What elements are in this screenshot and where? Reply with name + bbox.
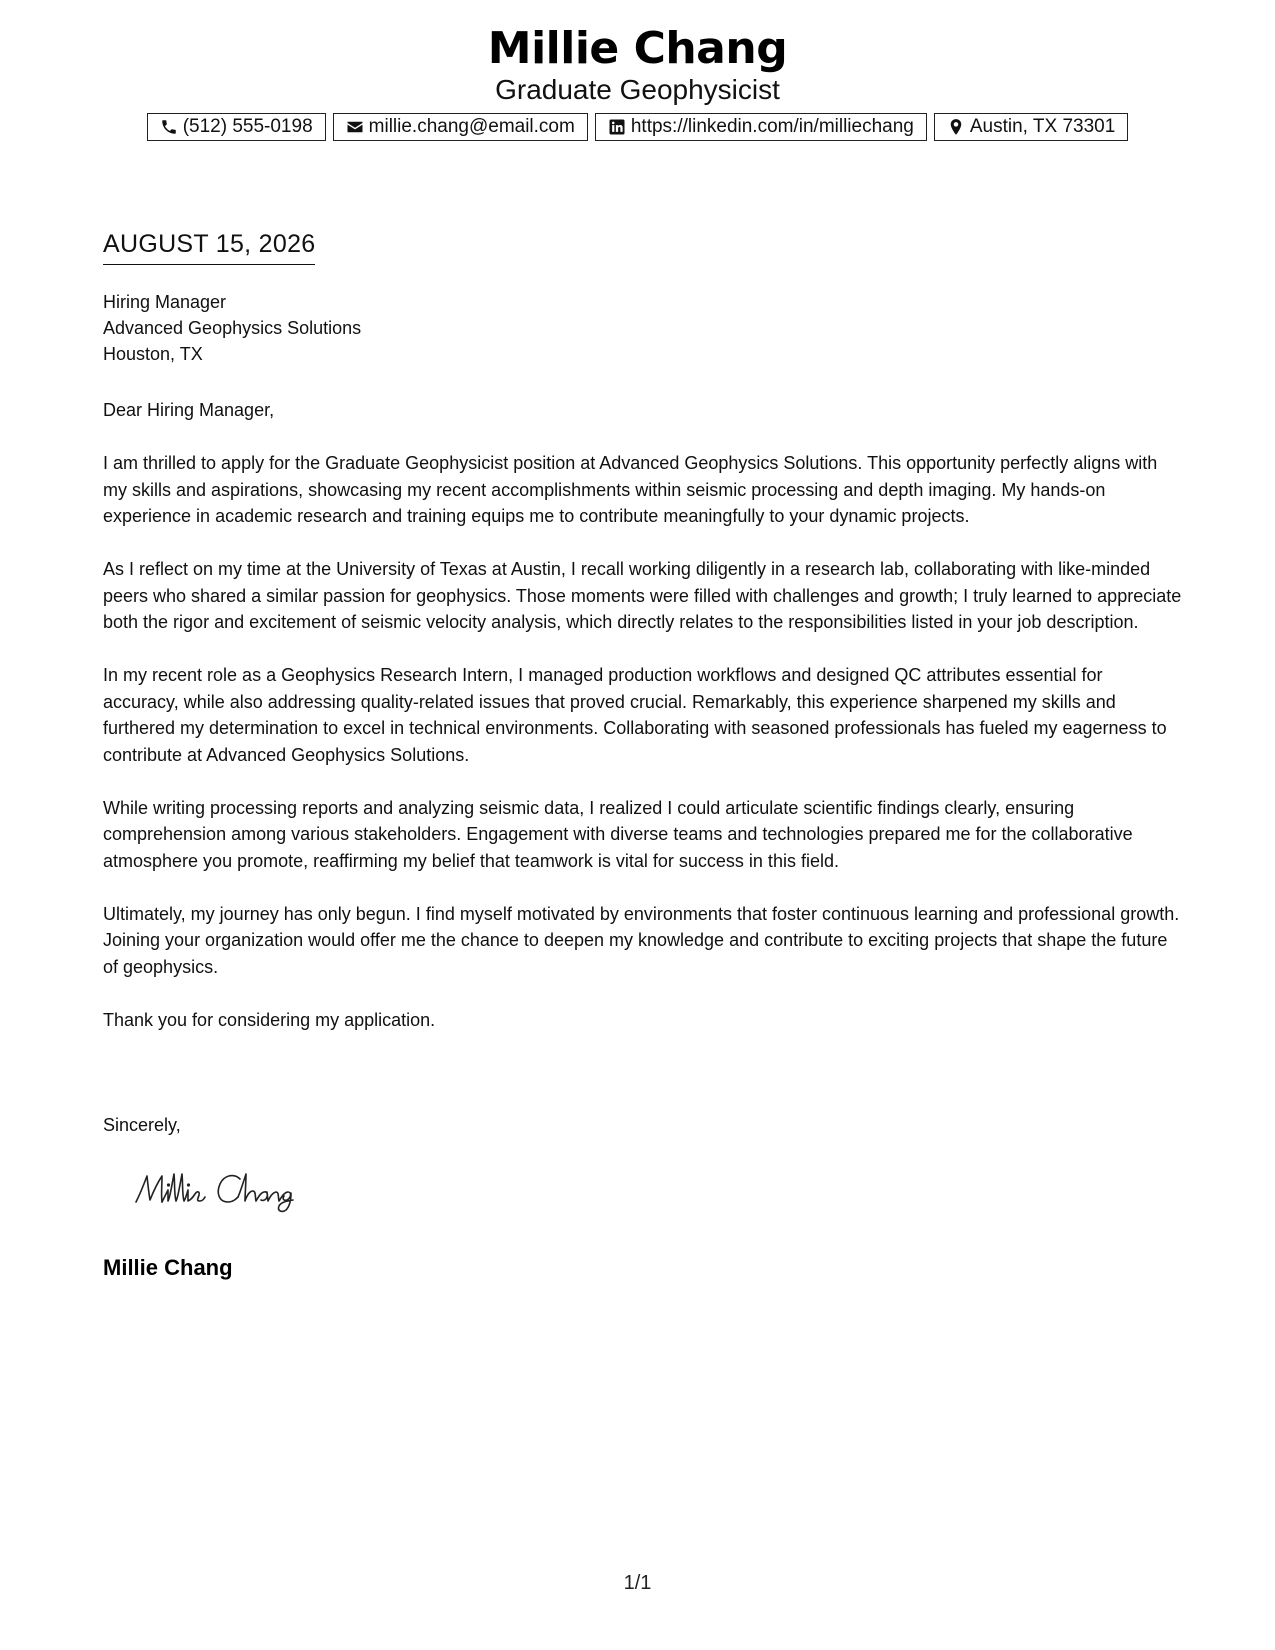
applicant-name: Millie Chang — [487, 23, 788, 74]
linkedin-icon — [608, 118, 626, 136]
envelope-icon — [346, 118, 364, 136]
letter-body — [103, 397, 1183, 1060]
salutation: Dear Hiring Manager, — [103, 400, 275, 420]
linkedin-text: https://linkedin.com/in/milliechang — [630, 116, 914, 137]
body-paragraph: Ultimately, my journey has only begun. I find myself motivated by environments that foster continuous learning and professional growth. Joining your organization would offer me the chance to deepen my knowledge and contribute to exciting projects that shape the future of geophysics. — [103, 903, 1180, 977]
contact-bar — [0, 113, 1275, 141]
recipient-line: Hiring Manager — [103, 292, 227, 312]
body-paragraph: In my recent role as a Geophysics Research Intern, I managed production workflows and designed QC attributes essential for accuracy, while also addressing quality-related issues that proved crucial. Remarkably, this experience sharpened my skills and furthered my determination to excel in technical environments. Collaborating with seasoned professionals has fueled my eagerness to contribute at Advanced Geophysics Solutions. — [103, 665, 1167, 765]
email-text: millie.chang@email.com — [368, 116, 575, 137]
body-paragraph: I am thrilled to apply for the Graduate Geophysicist position at Advanced Geophysics Solutions. This opportunity perfectly aligns with my skills and aspirations, showcasing my recent accomplishments within seismic processing and depth imaging. My hands-on experience in academic research and training equips me to contribute meaningfully to your dynamic projects. — [103, 453, 1158, 526]
contact-email[interactable] — [333, 113, 588, 141]
letter-header — [0, 22, 1275, 106]
closing: Sincerely, — [103, 1115, 181, 1135]
handwritten-signature — [130, 1164, 340, 1214]
body-paragraph: As I reflect on my time at the University of Texas at Austin, I recall working diligently in a research lab, collaborating with like-minded peers who shared a similar passion for geophysics. Those moments were filled with challenges and growth; I truly learned to appreciate both the rigor and excitement of seismic velocity analysis, which directly relates to the responsibilities listed in your job description. — [103, 559, 1182, 632]
contact-location[interactable] — [934, 113, 1128, 141]
phone-text: (512) 555-0198 — [182, 116, 313, 137]
body-paragraph: Thank you for considering my application. — [103, 1009, 436, 1030]
phone-icon — [160, 118, 178, 136]
letter-date: AUGUST 15, 2026 — [103, 228, 315, 265]
map-pin-icon — [947, 118, 965, 136]
signer-name: Millie Chang — [103, 1255, 233, 1280]
location-text: Austin, TX 73301 — [969, 116, 1116, 137]
contact-linkedin[interactable] — [595, 113, 927, 141]
job-title: Graduate Geophysicist — [495, 74, 780, 105]
contact-phone[interactable] — [147, 113, 326, 141]
recipient-line: Advanced Geophysics Solutions — [103, 318, 362, 338]
recipient-line: Houston, TX — [103, 344, 203, 364]
page-number: 1/1 — [623, 1572, 652, 1594]
body-paragraph: While writing processing reports and analyzing seismic data, I realized I could articulate scientific findings clearly, ensuring comprehension among various stakeholders. Engagement with diverse teams and technologies prepared me for the collaborative atmosphere you promote, reaffirming my belief that teamwork is vital for success in this field. — [103, 797, 1133, 871]
recipient-block — [103, 289, 361, 367]
